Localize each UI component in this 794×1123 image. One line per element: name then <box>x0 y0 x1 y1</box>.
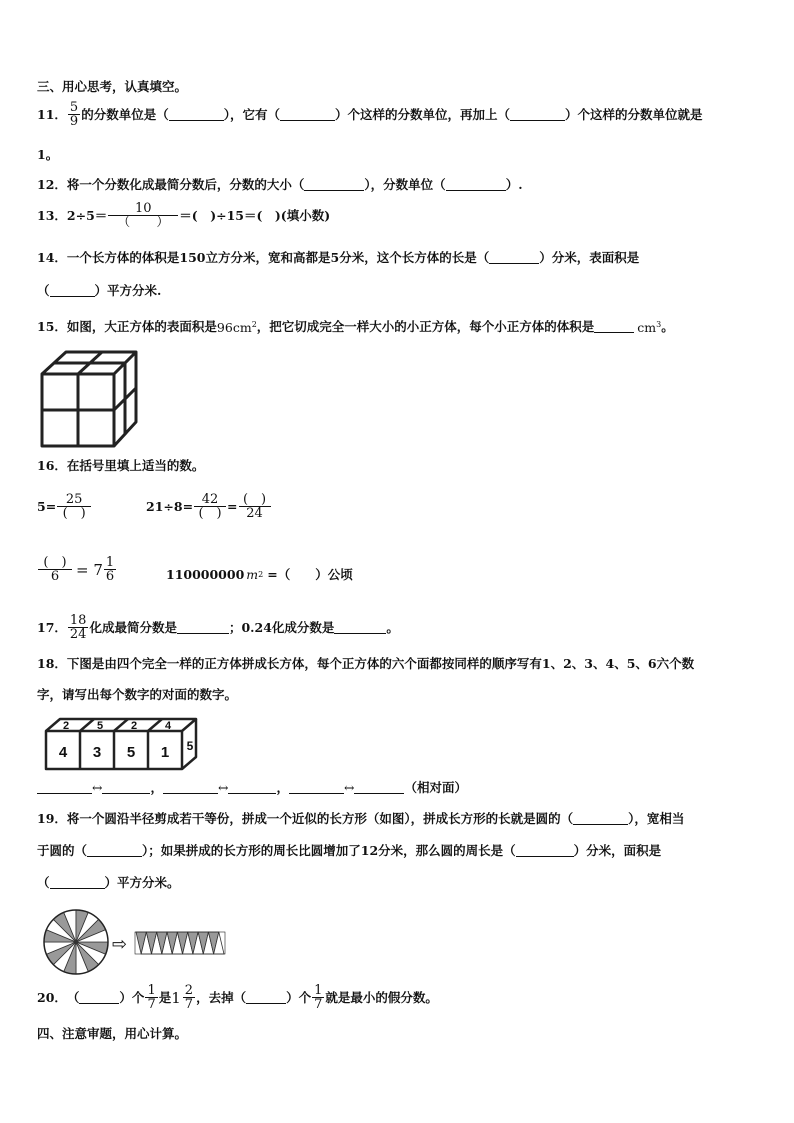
fraction: $\frac{( )}{6}$ <box>38 556 72 583</box>
transform-arrow-icon: ⇨ <box>112 934 128 955</box>
answer-blank[interactable] <box>37 782 92 794</box>
equation-16d: 110000000 m 2 =（ ）公顷 <box>166 567 353 582</box>
mixed-number: 1 $\frac{2}{7}$ <box>171 983 194 1012</box>
answer-blank[interactable] <box>50 285 95 297</box>
answer-blank[interactable] <box>177 622 229 634</box>
question-11-line2: 1。 <box>37 147 59 162</box>
question-17: 17． $\frac{18}{24}$ 化成最简分数是 ；0.24化成分数是 。 <box>37 613 399 642</box>
top-number: 4 <box>164 720 172 732</box>
fraction: $\frac{5}{9}$ <box>69 100 79 129</box>
answer-blank[interactable] <box>489 252 539 264</box>
question-19-line2: 于圆的（ ）；如果拼成的长方形的周长比圆增加了12分米，那么圆的周长是（ ）分米，面积是 <box>37 843 662 858</box>
area-value: $96cm^2$ <box>216 320 257 336</box>
question-18: 18． 下图是由四个完全一样的正方体拼成长方体，每个正方体的六个面都按同样的顺序写有1、2、3、4、5、6六个数 <box>37 656 695 671</box>
question-19: 19． 将一个圆沿半径剪成若干等份，拼成一个近似的长方形（如图），拼成长方形的长就是圆的（ ），宽相当 <box>37 811 685 826</box>
fraction: $\frac{10}{( )}$ <box>108 202 178 229</box>
question-19-line3: （ ）平方分米。 <box>37 875 180 890</box>
cube-figure <box>38 346 142 450</box>
equation-16b: 21÷8= $\frac{42}{( )}$ = $\frac{( )}{24}$ <box>146 493 272 520</box>
question-16: 16． 在括号里填上适当的数。 <box>37 458 205 473</box>
answer-blank[interactable] <box>228 782 276 794</box>
section-three-heading: 三、用心思考，认真填空。 <box>37 79 188 94</box>
sectored-circle-figure <box>42 908 110 976</box>
top-number: 2 <box>130 720 138 732</box>
front-number: 3 <box>92 744 102 761</box>
question-14: 14． 一个长方体的体积是150立方分米，宽和高都是5分米，这个长方体的长是（ ）分米，表面积是 <box>37 250 640 265</box>
answer-blank[interactable] <box>87 845 142 857</box>
answer-blank[interactable] <box>169 109 224 121</box>
answer-blank[interactable] <box>334 622 386 634</box>
answer-blank[interactable] <box>304 179 364 191</box>
answer-blank[interactable] <box>594 321 634 333</box>
volume-unit: $cm^3$ <box>637 320 662 336</box>
answer-blank[interactable] <box>354 782 404 794</box>
top-number: 2 <box>62 720 70 732</box>
question-18-answers: ↔ ， ↔ ， ↔ （相对面） <box>37 780 467 796</box>
answer-blank[interactable] <box>163 782 218 794</box>
equation-16c: $\frac{( )}{6}$ = 7 $\frac{1}{6}$ <box>37 556 117 583</box>
question-12: 12． 将一个分数化成最简分数后，分数的大小（ ），分数单位（ ）. <box>37 177 523 192</box>
answer-blank[interactable] <box>446 179 506 191</box>
answer-blank[interactable] <box>516 845 574 857</box>
answer-blank[interactable] <box>573 813 628 825</box>
cubes-figure <box>44 717 200 773</box>
fraction: $\frac{1}{7}$ <box>314 983 323 1012</box>
answer-blank[interactable] <box>246 992 286 1004</box>
answer-blank[interactable] <box>50 877 105 889</box>
front-number: 5 <box>126 744 136 761</box>
fraction: $\frac{1}{6}$ <box>105 555 115 584</box>
question-14-line2: （ ）平方分米. <box>37 283 162 298</box>
section-four-heading: 四、注意审题，用心计算。 <box>37 1026 188 1041</box>
fraction: $\frac{( )}{24}$ <box>239 493 271 520</box>
answer-blank[interactable] <box>79 992 119 1004</box>
answer-blank[interactable] <box>510 109 565 121</box>
approx-rectangle-figure <box>134 930 226 956</box>
fraction: $\frac{42}{( )}$ <box>194 493 226 520</box>
answer-blank[interactable] <box>280 109 335 121</box>
question-13: 13． 2÷5＝ $\frac{10}{( )}$ ＝( )÷15＝( )(填小数) <box>37 201 331 230</box>
answer-blank[interactable] <box>102 782 150 794</box>
fraction: $\frac{18}{24}$ <box>69 613 87 642</box>
fraction: $\frac{1}{7}$ <box>147 983 156 1012</box>
side-number: 5 <box>186 739 194 753</box>
front-number: 4 <box>58 744 68 761</box>
question-number: 11． <box>37 106 67 122</box>
top-number: 5 <box>96 720 104 732</box>
question-20: 20． （ ）个 $\frac{1}{7}$ 是 1 $\frac{2}{7}$ ，去掉（ ）个 $\frac{1}{7}$ 就是最小的假分数。 <box>37 983 438 1012</box>
question-11: 11． $\frac{5}{9}$ 的分数单位是（ ），它有（ ）个这样的分数单位，再加上（ ）个这样的分数单位就是 <box>37 100 703 129</box>
answer-blank[interactable] <box>289 782 344 794</box>
front-number: 1 <box>160 744 170 761</box>
equation-16a: 5= $\frac{25}{( )}$ <box>37 493 92 520</box>
question-18-line2: 字，请写出每个数字的对面的数字。 <box>37 687 238 702</box>
question-15: 15． 如图，大正方体的表面积是 $96cm^2$ ，把它切成完全一样大小的小正方体，每个小正方体的体积是 $cm^3$ 。 <box>37 318 674 336</box>
fraction: $\frac{25}{( )}$ <box>57 493 91 520</box>
